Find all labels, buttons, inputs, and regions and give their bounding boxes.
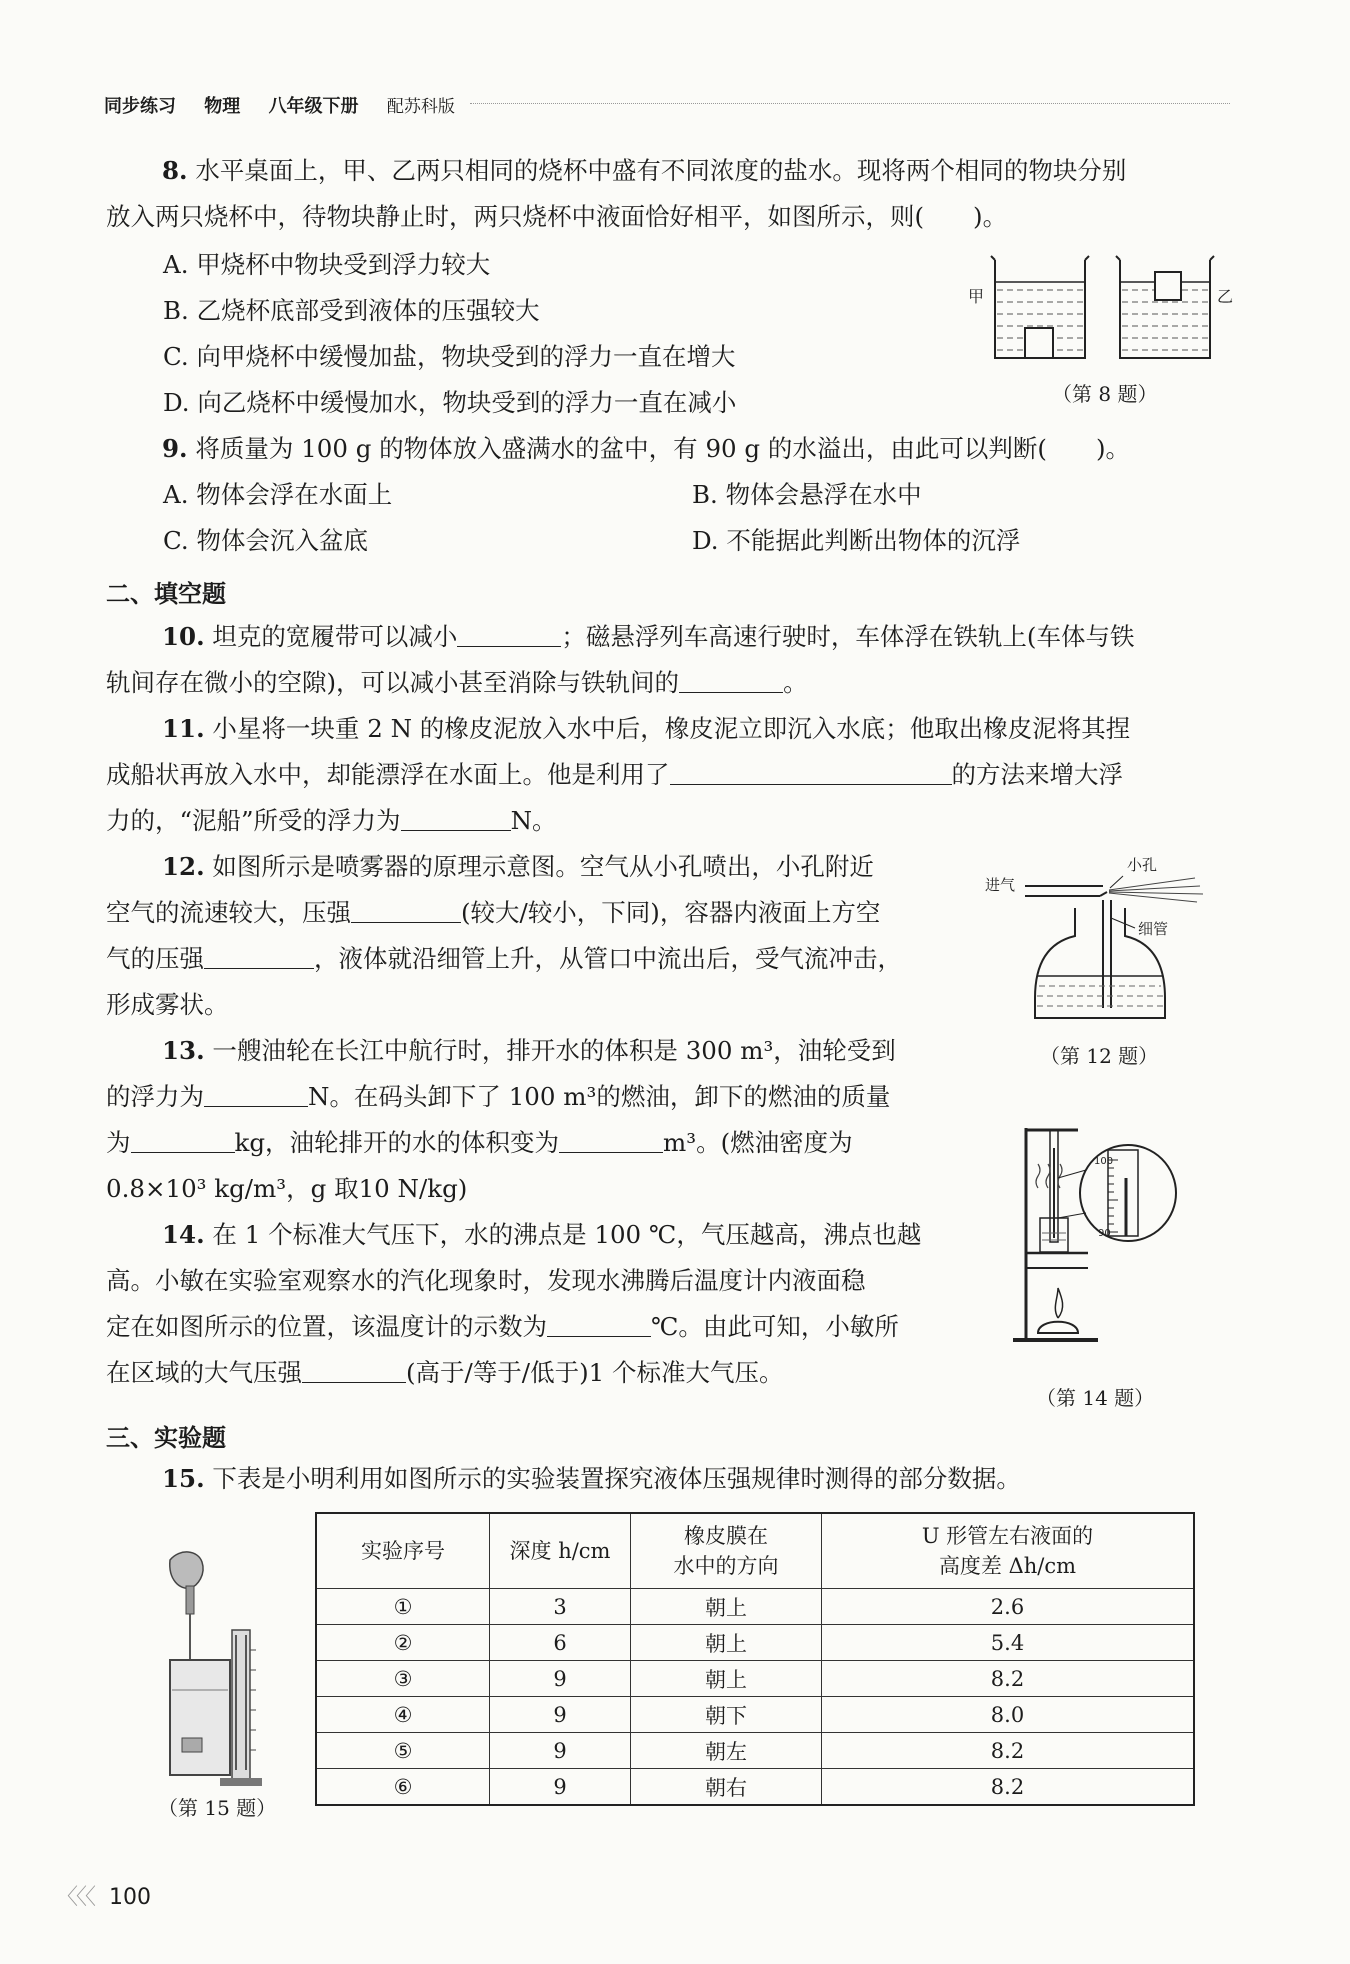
boiling-apparatus-figure [1008,1118,1208,1348]
q14-blank1[interactable] [547,1314,651,1337]
q15-caption: （第 15 题） [158,1796,277,1820]
q15-line1: 15. 下表是小明利用如图所示的实验装置探究液体压强规律时测得的部分数据。 [162,1464,1021,1493]
header-series: 同步练习 [104,96,176,117]
q8-line2: 放入两只烧杯中，待物块静止时，两只烧杯中液面恰好相平，如图所示，则( )。 [106,202,1008,231]
header-rule [470,103,1230,104]
q14-caption: （第 14 题） [1036,1386,1155,1410]
table-cell: 3 [490,1589,631,1625]
table-row [316,1769,1194,1806]
thermometer-tick-90: 90 [1098,1228,1111,1239]
q11-blank2[interactable] [401,808,511,831]
q8-option-d: D. 向乙烧杯中缓慢加水，物块受到的浮力一直在减小 [163,388,737,417]
table-cell: 8.0 [822,1697,1195,1733]
q12-blank2[interactable] [204,946,314,969]
q10-line1: 10. 坦克的宽履带可以减小 ；磁悬浮列车高速行驶时，车体浮在铁轨上(车体与铁 [162,622,1135,651]
q8-option-b: B. 乙烧杯底部受到液体的压强较大 [163,296,540,325]
col-header-height-diff: U 形管左右液面的 高度差 Δh/cm [822,1513,1195,1589]
col-header-direction: 橡皮膜在 水中的方向 [631,1513,822,1589]
table-cell: 2.6 [822,1589,1195,1625]
q13-blank2[interactable] [131,1130,235,1153]
table-row [316,1733,1194,1769]
table-cell: 朝上 [631,1661,822,1697]
q8-beakers-figure [965,250,1245,370]
page-footer [56,1880,151,1911]
header-grade: 八年级下册 [268,96,359,117]
q9-option-a: A. 物体会浮在水面上 [163,480,393,509]
label-thin-tube: 细管 [1138,920,1169,938]
q12-blank1[interactable] [351,900,461,923]
q14-blank2[interactable] [302,1360,406,1383]
table-header-row [316,1513,1194,1589]
label-jia: 甲 [968,287,985,306]
q11-line3: 力的，“泥船”所受的浮力为 N。 [106,806,557,835]
q11-line1: 11. 小星将一块重 2 N 的橡皮泥放入水中后，橡皮泥立即沉入水底；他取出橡皮泥将其捏 [162,714,1131,743]
table-cell: 9 [490,1769,631,1806]
q13-blank3[interactable] [559,1130,663,1153]
header-edition: 配苏科版 [386,97,455,117]
q8-option-a: A. 甲烧杯中物块受到浮力较大 [163,250,491,279]
label-yi: 乙 [1217,287,1234,306]
table-cell: ⑤ [316,1733,490,1769]
q11-line2: 成船状再放入水中，却能漂浮在水面上。他是利用了 的方法来增大浮 [106,760,1123,789]
q8-option-c: C. 向甲烧杯中缓慢加盐，物块受到的浮力一直在增大 [163,342,736,371]
q13-line1: 13. 一艘油轮在长江中航行时，排开水的体积是 300 m³，油轮受到 [162,1036,896,1065]
header-subject: 物理 [204,96,241,117]
table-cell: ② [316,1625,490,1661]
table-cell: 朝下 [631,1697,822,1733]
pressure-gauge-figure [150,1540,280,1790]
chevrons-left-icon: 〈〈〈 [56,1885,95,1910]
q11-blank1[interactable] [670,762,952,785]
table-cell: ⑥ [316,1769,490,1806]
q13-blank1[interactable] [204,1084,308,1107]
table-cell: 9 [490,1733,631,1769]
q10-blank2[interactable] [679,670,783,693]
table-cell: 8.2 [822,1733,1195,1769]
page-number: 100 [109,1885,152,1910]
section-experiment: 三、实验题 [106,1424,226,1452]
pressure-data-table [315,1512,1195,1806]
q13-line3: 为 kg，油轮排开的水的体积变为 m³。(燃油密度为 [106,1128,853,1157]
q12-line3: 气的压强 ，液体就沿细管上升，从管口中流出后，受气流冲击， [106,944,902,973]
table-cell: ① [316,1589,490,1625]
q12-caption: （第 12 题） [1040,1044,1159,1068]
sprayer-figure [975,848,1215,1023]
table-row [316,1661,1194,1697]
label-air-in: 进气 [985,876,1016,894]
table-row [316,1625,1194,1661]
table-cell: ④ [316,1697,490,1733]
table-cell: 9 [490,1661,631,1697]
table-cell: 朝上 [631,1589,822,1625]
q9-option-c: C. 物体会沉入盆底 [163,526,368,555]
q13-line4: 0.8×10³ kg/m³，g 取10 N/kg) [106,1174,468,1203]
col-header-depth: 深度 h/cm [490,1513,631,1589]
table-cell: 6 [490,1625,631,1661]
table-row [316,1589,1194,1625]
table-cell: 朝右 [631,1769,822,1806]
table-cell: 朝上 [631,1625,822,1661]
table-cell: ③ [316,1661,490,1697]
running-header [104,92,477,118]
q8-caption: （第 8 题） [1052,382,1158,406]
q12-line1: 12. 如图所示是喷雾器的原理示意图。空气从小孔喷出，小孔附近 [162,852,874,881]
label-small-hole: 小孔 [1127,856,1158,874]
q9-option-d: D. 不能据此判断出物体的沉浮 [692,526,1021,555]
col-header-trial: 实验序号 [316,1513,490,1589]
q8-line1: 8. 水平桌面上，甲、乙两只相同的烧杯中盛有不同浓度的盐水。现将两个相同的物块分别 [162,156,1127,185]
table-row [316,1697,1194,1733]
table-cell: 9 [490,1697,631,1733]
table-cell: 5.4 [822,1625,1195,1661]
q14-line4: 在区域的大气压强 (高于/等于/低于)1 个标准大气压。 [106,1358,784,1387]
q9-option-b: B. 物体会悬浮在水中 [692,480,922,509]
q12-line2: 空气的流速较大，压强 (较大/较小，下同)，容器内液面上方空 [106,898,881,927]
q9-line1: 9. 将质量为 100 g 的物体放入盛满水的盆中，有 90 g 的水溢出，由此可以判断( )。 [162,434,1131,463]
thermometer-tick-100: 100 [1094,1156,1114,1167]
q14-line2: 高。小敏在实验室观察水的汽化现象时，发现水沸腾后温度计内液面稳 [106,1266,866,1295]
q12-line4: 形成雾状。 [106,990,229,1019]
q14-line1: 14. 在 1 个标准大气压下，水的沸点是 100 ℃，气压越高，沸点也越 [162,1220,922,1249]
q10-line2: 轨间存在微小的空隙)，可以减小甚至消除与铁轨间的 。 [106,668,808,697]
table-cell: 8.2 [822,1769,1195,1806]
table-cell: 8.2 [822,1661,1195,1697]
table-cell: 朝左 [631,1733,822,1769]
q14-line3: 定在如图所示的位置，该温度计的示数为 ℃。由此可知，小敏所 [106,1312,899,1341]
q13-line2: 的浮力为 N。在码头卸下了 100 m³的燃油，卸下的燃油的质量 [106,1082,891,1111]
q10-blank1[interactable] [457,624,561,647]
section-fill-in: 二、填空题 [106,580,226,608]
